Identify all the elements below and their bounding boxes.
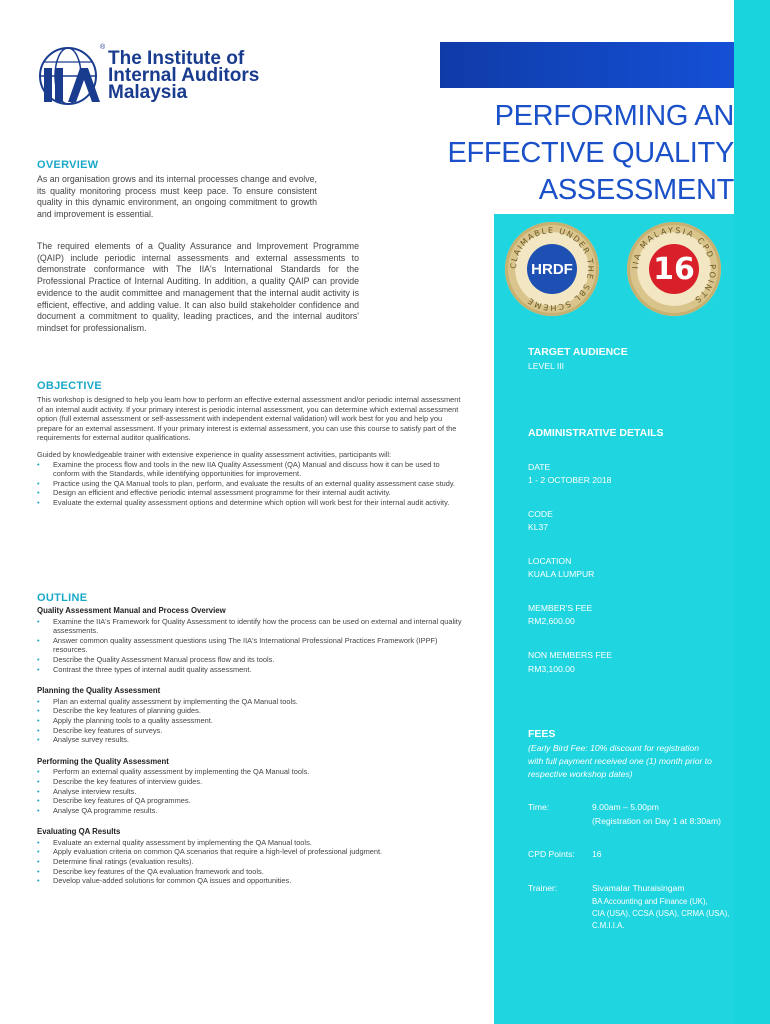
trainer-qualification-line: BA Accounting and Finance (UK),: [592, 897, 708, 906]
outline-group-title: Planning the Quality Assessment: [37, 686, 161, 696]
list-item: • Describe key features of QA programmes.: [37, 796, 467, 806]
list-item: • Analyse QA programme results.: [37, 806, 467, 816]
code-label: CODE: [528, 509, 553, 519]
target-audience-heading: TARGET AUDIENCE: [528, 346, 628, 358]
overview-paragraph-2: The required elements of a Quality Assurance and Improvement Programme (QAIP) include periodic internal assessments and external assessments to demonstrate conformance with The IIA's International Standards for the Professional Practice of Internal Auditing. In addition, a quality QAIP can provide evidence to the audit committee and management that the internal audit activity is efficient, effective, and adding value. It can also build stakeholder confidence and document a commitment to quality, leading practices, and the internal auditors' mindset for professionalism.: [37, 241, 359, 333]
member-fee-label: MEMBER'S FEE: [528, 603, 593, 613]
early-bird-line-1: (Early Bird Fee: 10% discount for registration: [528, 743, 699, 753]
outline-list: [37, 617, 467, 675]
logo-line-2: Internal Auditors: [108, 65, 260, 86]
objective-paragraph-1: This workshop is designed to help you learn how to perform an effective external assessment and/or periodic internal assessment of an internal audit activity. If your primary interest is periodic internal assessment, you can determine which external assessment option (full external assessment or self-assessment with independent external validation) will work best for you and help you prepare for an external assessment. If your primary interest is external assessment, you can use this course to satisfy part of the requirements for external auditor qualifications.: [37, 395, 461, 443]
time-label: Time:: [528, 802, 550, 812]
cpd-badge: [627, 222, 721, 316]
non-member-fee-value: RM3,100.00: [528, 664, 575, 674]
hrdf-badge: [505, 222, 599, 316]
iia-logo: [38, 46, 288, 108]
list-item: • Describe the Quality Assessment Manual process flow and its tools.: [37, 655, 467, 665]
outline-heading: OUTLINE: [37, 592, 88, 604]
trainer-qualifications: [592, 896, 729, 932]
outline-block: [37, 606, 467, 886]
title-line-2: EFFECTIVE QUALITY: [447, 137, 734, 169]
date-label: DATE: [528, 462, 551, 472]
list-item: • Determine final ratings (evaluation results).: [37, 857, 467, 867]
admin-details-heading: ADMINISTRATIVE DETAILS: [528, 427, 664, 439]
cpd-points-text: 16: [592, 849, 602, 859]
title-line-3: ASSESSMENT: [538, 174, 734, 206]
outline-list: [37, 767, 467, 815]
list-item: • Perform an external quality assessment by implementing the QA Manual tools.: [37, 767, 467, 777]
time-value: 9.00am – 5.00pm: [592, 802, 659, 812]
trainer-qualification-line: C.M.I.I.A.: [592, 921, 625, 930]
list-item: • Design an efficient and effective periodic internal assessment programme for their internal audit activity.: [37, 488, 467, 498]
logo-line-1: The Institute of: [108, 48, 245, 69]
outline-group-title: Evaluating QA Results: [37, 827, 121, 837]
trainer-label: Trainer:: [528, 883, 558, 893]
page-title: [440, 98, 734, 209]
list-item: • Describe key features of the QA evaluation framework and tools.: [37, 867, 467, 877]
list-item: • Develop value-added solutions for common QA issues and opportunities.: [37, 876, 467, 886]
early-bird-line-3: respective workshop dates): [528, 769, 633, 779]
list-item: • Contrast the three types of internal audit quality assessment.: [37, 665, 467, 675]
iia-globe-icon: [38, 46, 102, 108]
registration-time: (Registration on Day 1 at 8:30am): [592, 816, 721, 826]
objective-block: [37, 395, 467, 508]
date-value: 1 - 2 OCTOBER 2018: [528, 475, 612, 485]
list-item: • Analyse interview results.: [37, 787, 467, 797]
cpd-points-value: 16: [649, 244, 699, 294]
title-line-1: PERFORMING AN: [494, 100, 734, 132]
overview-heading: OVERVIEW: [37, 159, 99, 171]
list-item: • Analyse survey results.: [37, 735, 467, 745]
code-value: KL37: [528, 522, 549, 532]
trainer-qualification-line: CIA (USA), CCSA (USA), CRMA (USA),: [592, 909, 730, 918]
fees-heading: FEES: [528, 728, 556, 740]
outline-group-title: Quality Assessment Manual and Process Overview: [37, 606, 226, 615]
outline-list: [37, 697, 467, 745]
member-fee-value: RM2,600.00: [528, 616, 575, 626]
cyan-edge-strip: [734, 0, 770, 1024]
list-item: • Practice using the QA Manual tools to plan, perform, and evaluate the results of an external quality assessment case study.: [37, 479, 467, 489]
early-bird-line-2: with full payment received one (1) month prior to: [528, 756, 712, 766]
outline-list: [37, 838, 467, 886]
logo-line-3: Malaysia: [108, 82, 188, 103]
non-member-fee-label: NON MEMBERS FEE: [528, 650, 613, 660]
hrdf-label: HRDF: [527, 244, 577, 294]
location-value: KUALA LUMPUR: [528, 569, 595, 579]
list-item: • Describe key features of surveys.: [37, 726, 467, 736]
early-bird-note: [528, 742, 733, 781]
list-item: • Apply evaluation criteria on common QA scenarios that require a high-level of professional judgment.: [37, 847, 467, 857]
list-item: • Apply the planning tools to a quality assessment.: [37, 716, 467, 726]
list-item: • Answer common quality assessment questions using The IIA's International Professional Practices Framework (IPPF) resources.: [37, 636, 467, 655]
cpd-ring-text: IIA MALAYSIA CPD POINTS: [630, 225, 718, 306]
list-item: • Examine the process flow and tools in the new IIA Quality Assessment (QA) Manual and discuss how it can be used to conform with the Standards, while identifying opportunities for improvement.: [37, 460, 467, 479]
list-item: • Describe the key features of planning guides.: [37, 706, 467, 716]
cpd-points-label: CPD Points:: [528, 849, 575, 859]
registered-mark: ®: [100, 44, 106, 51]
outline-group-title: Performing the Quality Assessment: [37, 756, 169, 766]
objective-heading: OBJECTIVE: [37, 380, 103, 392]
hrdf-ring-text: CLAIMABLE UNDER THE SBL SCHEME: [508, 225, 596, 313]
trainer-name: Sivamalar Thuraisingam: [592, 883, 685, 893]
list-item: • Describe the key features of interview guides.: [37, 777, 467, 787]
list-item: • Evaluate an external quality assessment by implementing the QA Manual tools.: [37, 838, 467, 848]
list-item: • Evaluate the external quality assessment options and determine which option will work best for their internal audit activity.: [37, 498, 467, 508]
location-label: LOCATION: [528, 556, 572, 566]
logo-wordmark: [108, 50, 259, 101]
objective-list: [37, 460, 467, 508]
overview-paragraph-1: As an organisation grows and its internal processes change and evolve, its quality monitoring process must keep pace. To ensure consistent quality in this dynamic environment, an ongoing commitment to growth and improvement is essential.: [37, 174, 317, 220]
objective-paragraph-2: Guided by knowledgeable trainer with extensive experience in quality assessment activities, participants will:: [37, 449, 392, 459]
list-item: • Plan an external quality assessment by implementing the QA Manual tools.: [37, 697, 467, 707]
target-audience-value: LEVEL III: [528, 361, 564, 371]
list-item: • Examine the IIA's Framework for Quality Assessment to identify how the process can be used on external and internal quality assessments.: [37, 617, 467, 636]
